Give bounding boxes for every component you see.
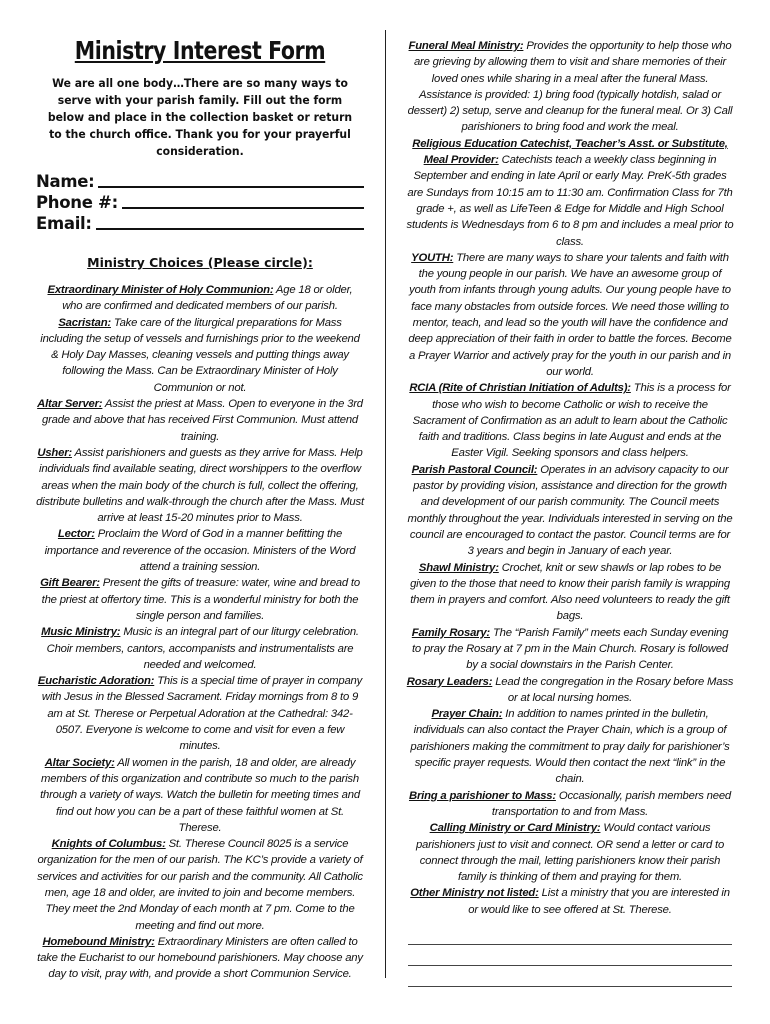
ministry-item[interactable] — [36, 575, 364, 624]
ministry-description: This is a special time of prayer in company with Jesus in the Blessed Sacrament. Friday mornings from 8 to 9 am at St. Therese or Perpetual Adoration at the Cathedral: 342-0507. Everyone is welcome to come and visit for even a few minutes. — [41, 675, 363, 753]
ministry-description: Age 18 or older, who are confirmed and dedicated members of our parish. — [62, 284, 353, 313]
right-ministry-list — [406, 38, 734, 918]
ministry-name: Prayer Chain: — [431, 708, 503, 721]
ministry-name: Altar Society: — [44, 756, 115, 769]
ministry-description: Present the gifts of treasure: water, wine and bread to the priest at offertory time. This is a wonderful ministry for both the single person and families. — [41, 577, 360, 622]
ministry-item[interactable] — [36, 282, 364, 315]
ministry-item[interactable] — [36, 624, 364, 673]
ministry-description: Occasionally, parish members need transportation to and from Mass. — [491, 789, 731, 818]
ministry-item[interactable] — [406, 250, 734, 380]
ministry-item[interactable] — [36, 315, 364, 396]
column-divider — [385, 30, 386, 978]
ministry-description: There are many ways to share your talents and faith with the young people in our parish. We have an awesome group of youth from infants through young adults. Our young people have to face many obstacles from outside forces. We need those willing to mentor, teach, and lead so the youth will have the confidence and deep appreciation of their faith in order to battle the forces. Become a Prayer Warrior and actively pray for the youth in our parish and in our world. — [408, 251, 732, 378]
ministry-description: Provides the opportunity to help those who are grieving by allowing them to visit and share memories of their loved ones while sharing in a meal after the funeral Mass. Assistance is provided: 1) bring food (typically hotdish, salad or dessert) 2) setup, serve and cleanup for the funeral meal. Or 3) Call parishioners to bring food and work the meal. — [407, 40, 733, 134]
ministry-item[interactable] — [406, 380, 734, 461]
ministry-description: Would contact various parishioners just to visit and connect. OR send a letter or card to connect through the mail, letting parishioners know their parish family is thinking of them and praying for them. — [415, 822, 725, 884]
ministry-name: Other Ministry not listed: — [410, 887, 539, 900]
ministry-name: Rosary Leaders: — [406, 675, 493, 688]
ministry-description: Proclaim the Word of God in a manner befitting the importance and reverence of the occasion. Ministers of the Word attend a training session. — [44, 528, 356, 574]
ministry-description: Crochet, knit or sew shawls or lap robes to be given to the those that need to know their parish family is wrapping them in prayers and comfort. Also need volunteers to ready the gift bags. — [410, 561, 730, 623]
other-ministry-blanks — [406, 924, 734, 987]
email-label: Email: — [36, 214, 92, 233]
ministry-description: This is a process for those who wish to become Catholic or wish to receive the Sacrament of Confirmation as an adult to learn about the Catholic faith and traditions. Class begins in late August and ends at the Easter Vigil. Seeking sponsors and class helpers. — [412, 382, 731, 460]
ministry-name: Bring a parishioner to Mass: — [408, 789, 556, 802]
ministry-name: Altar Server: — [37, 398, 103, 411]
ministry-item[interactable] — [36, 445, 364, 526]
ministry-item[interactable] — [36, 526, 364, 575]
ministry-name: Music Ministry: — [41, 626, 121, 639]
phone-label: Phone #: — [36, 193, 118, 212]
ministry-description: In addition to names printed in the bulletin, individuals can also contact the Prayer Chain, which is a group of parishioners making the commitment to pray daily for parishioner’s specific prayer requests. Would then contact the next “link” in the chain. — [410, 708, 730, 786]
ministry-item[interactable] — [406, 462, 734, 560]
ministry-description: List a ministry that you are interested in or would like to see offered at St. Therese. — [468, 887, 730, 916]
ministry-name: Gift Bearer: — [40, 577, 100, 590]
ministry-name: RCIA (Rite of Christian Initiation of Adults): — [409, 382, 631, 395]
form-title: Ministry Interest Form — [74, 36, 326, 65]
left-column — [36, 36, 364, 983]
right-column — [406, 38, 734, 987]
ministry-item[interactable] — [406, 885, 734, 918]
ministry-description: St. Therese Council 8025 is a service organization for the men of our parish. The KC’s provide a variety of services and activities for our parish and the community. All Catholic men, age 18 and older, are invited to join and become members. They meet the 2nd Monday of each month at 7 pm. Come to the meeting and find out more. — [37, 838, 363, 932]
ministry-name: Shawl Ministry: — [418, 561, 499, 574]
ministry-item[interactable] — [36, 673, 364, 754]
phone-field[interactable] — [36, 191, 364, 212]
ministry-item[interactable] — [36, 755, 364, 836]
ministry-item[interactable] — [406, 674, 734, 707]
form-intro: We are all one body…There are so many ways to serve with your parish family. Fill out the form below and place in the collection basket or return to the church office. Thank you for your prayerful consideration. — [47, 76, 353, 158]
ministry-name: Sacristan: — [58, 316, 111, 329]
ministry-name: Homebound Ministry: — [42, 935, 155, 948]
ministry-item[interactable] — [36, 396, 364, 445]
other-ministry-line-2[interactable] — [408, 945, 732, 966]
ministry-description: Lead the congregation in the Rosary before Mass or at local nursing homes. — [492, 675, 734, 704]
ministry-description: Take care of the liturgical preparations for Mass including the setup of vessels and furnishings prior to the weekend & Holy Day Masses, cleaning vessels and putting things away following the Mass. Can be Extraordinary Minister of Holy Communion or not. — [40, 316, 360, 394]
ministry-name: Funeral Meal Ministry: — [408, 40, 524, 52]
ministry-name: Extraordinary Minister of Holy Communion: — [47, 284, 274, 296]
ministry-choices-heading: Ministry Choices (Please circle): — [87, 255, 313, 270]
ministry-item[interactable] — [406, 625, 734, 674]
ministry-item[interactable] — [406, 820, 734, 885]
ministry-description: Music is an integral part of our liturgy celebration. Choir members, cantors, accompanists and instrumentalists are needed and welcomed. — [46, 626, 359, 671]
email-field[interactable] — [36, 212, 364, 233]
ministry-item[interactable] — [36, 836, 364, 934]
left-ministry-list — [36, 282, 364, 983]
ministry-description: The “Parish Family” meets each Sunday evening to pray the Rosary at 7 pm in the Main Church. Rosary is followed by a social downstairs in the Parish Center. — [411, 626, 729, 672]
ministry-description: Extraordinary Ministers are often called to take the Eucharist to our homebound parishioners. May choose any day to visit, pray with, and provide a short Communion Service. — [37, 935, 363, 981]
ministry-description: Assist parishioners and guests as they arrive for Mass. Help individuals find available seating, direct worshippers to the overflow areas when the main body of the church is full, collect the offering, distribute bulletins and walk-through the church after the Mass. Must arrive at least 15-20 minutes prior to Mass. — [36, 446, 364, 525]
ministry-description: All women in the parish, 18 and older, are already members of this organization and contribute so much to the parish through a variety of ways. Watch the bulletin for meeting times and find out how you can be a part of these faithful women at St. Therese. — [40, 756, 360, 834]
ministry-item[interactable] — [406, 136, 734, 250]
phone-input-line[interactable] — [122, 207, 364, 209]
name-input-line[interactable] — [98, 186, 364, 188]
other-ministry-line-3[interactable] — [408, 966, 732, 987]
ministry-item[interactable] — [406, 38, 734, 136]
ministry-item[interactable] — [406, 788, 734, 821]
ministry-description: Catechists teach a weekly class beginning in September and ending in late April or early May. PreK-5th grades are Sundays from 10:15 am to 11:30 am. Confirmation Class for 7th grade +, as well as LifeTeen & Edge for Middle and High School students is Wednesdays from 6 to 8 pm and includes a meal prior to class. — [406, 154, 734, 248]
ministry-description: Assist the priest at Mass. Open to everyone in the 3rd grade and above that has received First Communion. Must attend training. — [41, 398, 363, 443]
ministry-name: Usher: — [37, 446, 72, 459]
ministry-item[interactable] — [406, 560, 734, 625]
ministry-name: Lector: — [57, 528, 95, 541]
ministry-name: Calling Ministry or Card Ministry: — [429, 822, 601, 835]
other-ministry-line-1[interactable] — [408, 924, 732, 945]
ministry-name: YOUTH: — [411, 251, 454, 264]
name-label: Name: — [36, 172, 95, 191]
ministry-item[interactable] — [36, 934, 364, 983]
ministry-name: Parish Pastoral Council: — [411, 463, 538, 476]
ministry-name: Eucharistic Adoration: — [37, 675, 155, 688]
ministry-name: Family Rosary: — [411, 626, 490, 639]
name-field[interactable] — [36, 170, 364, 191]
ministry-description: Operates in an advisory capacity to our pastor by providing vision, assistance and direction for the growth and development of our parish community. The Council meets monthly throughout the year. Individuals interested in serving on the council are encouraged to contact the pastor. Council terms are for 3 years and begin in January of each year. — [407, 463, 733, 558]
email-input-line[interactable] — [96, 228, 364, 230]
ministry-name: Religious Education Catechist, Teacher’s Asst. or Substitute, Meal Provider: — [412, 137, 728, 167]
ministry-item[interactable] — [406, 706, 734, 787]
ministry-name: Knights of Columbus: — [51, 838, 166, 851]
